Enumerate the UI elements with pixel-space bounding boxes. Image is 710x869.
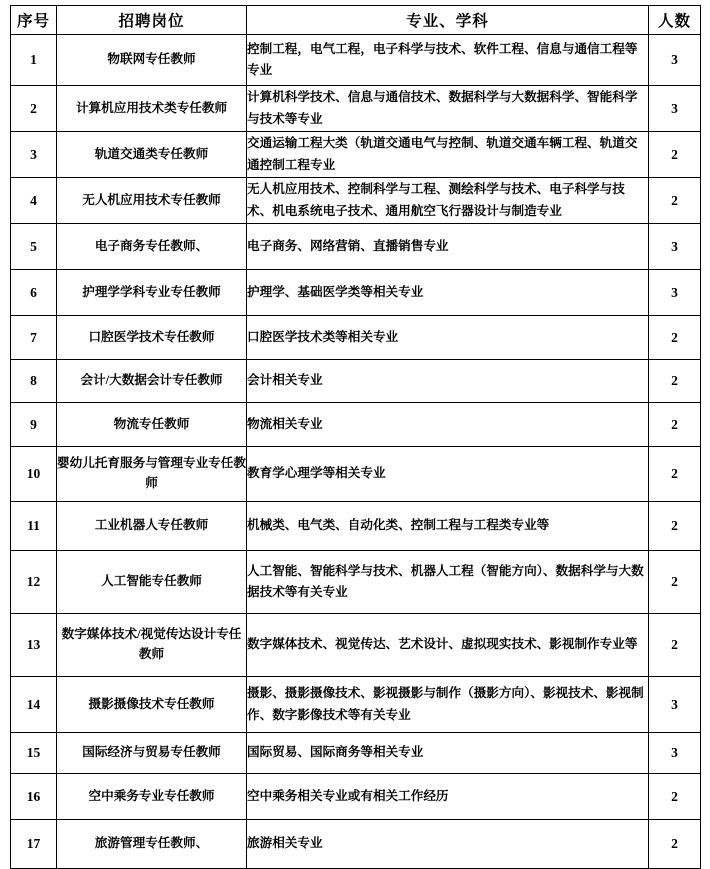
cell-sequence: 11: [11, 502, 57, 551]
cell-major: 电子商务、网络营销、直播销售专业: [247, 224, 649, 270]
table-row: [11, 35, 701, 86]
cell-sequence: 12: [11, 551, 57, 614]
table-row: [11, 820, 701, 869]
cell-sequence: 4: [11, 178, 57, 224]
cell-sequence: 1: [11, 35, 57, 86]
column-header-sequence: 序号: [11, 6, 57, 35]
cell-sequence: 17: [11, 820, 57, 869]
cell-position: 电子商务专任教师、: [57, 224, 247, 270]
cell-major: 教育学心理学等相关专业: [247, 447, 649, 502]
cell-count: 2: [649, 614, 701, 677]
cell-major: 物流相关专业: [247, 403, 649, 447]
cell-position: 摄影摄像技术专任教师: [57, 677, 247, 733]
cell-position: 护理学学科专业专任教师: [57, 270, 247, 316]
cell-sequence: 6: [11, 270, 57, 316]
cell-position: 人工智能专任教师: [57, 551, 247, 614]
column-header-major: 专业、学科: [247, 6, 649, 35]
table-header: [11, 6, 701, 35]
cell-count: 3: [649, 733, 701, 774]
table-row: [11, 224, 701, 270]
cell-position: 轨道交通类专任教师: [57, 132, 247, 178]
cell-position: 国际经济与贸易专任教师: [57, 733, 247, 774]
cell-position: 口腔医学技术专任教师: [57, 316, 247, 360]
cell-sequence: 3: [11, 132, 57, 178]
cell-major: 会计相关专业: [247, 360, 649, 403]
cell-position: 空中乘务专业专任教师: [57, 774, 247, 820]
cell-count: 3: [649, 224, 701, 270]
cell-count: 2: [649, 551, 701, 614]
table-row: [11, 403, 701, 447]
cell-position: 无人机应用技术专任教师: [57, 178, 247, 224]
cell-position: 物流专任教师: [57, 403, 247, 447]
cell-sequence: 14: [11, 677, 57, 733]
cell-sequence: 10: [11, 447, 57, 502]
cell-sequence: 2: [11, 86, 57, 132]
cell-position: 婴幼儿托育服务与管理专业专任教师: [57, 447, 247, 502]
cell-major: 空中乘务相关专业或有相关工作经历: [247, 774, 649, 820]
column-header-count: 人数: [649, 6, 701, 35]
table-row: [11, 360, 701, 403]
cell-count: 2: [649, 820, 701, 869]
table-row: [11, 270, 701, 316]
cell-sequence: 7: [11, 316, 57, 360]
table-row: [11, 614, 701, 677]
recruitment-table: [10, 5, 701, 869]
cell-count: 3: [649, 35, 701, 86]
table-row: [11, 551, 701, 614]
cell-count: 2: [649, 360, 701, 403]
table-row: [11, 86, 701, 132]
cell-count: 2: [649, 178, 701, 224]
cell-sequence: 8: [11, 360, 57, 403]
cell-sequence: 16: [11, 774, 57, 820]
cell-count: 3: [649, 677, 701, 733]
table-body: [11, 35, 701, 869]
cell-position: 物联网专任教师: [57, 35, 247, 86]
cell-major: 护理学、基础医学类等相关专业: [247, 270, 649, 316]
cell-count: 2: [649, 403, 701, 447]
cell-major: 国际贸易、国际商务等相关专业: [247, 733, 649, 774]
cell-count: 2: [649, 132, 701, 178]
table-row: [11, 774, 701, 820]
cell-major: 摄影、摄影摄像技术、影视摄影与制作（摄影方向）、影视技术、影视制作、数字影像技术等有关专业: [247, 677, 649, 733]
cell-major: 数字媒体技术、视觉传达、艺术设计、虚拟现实技术、影视制作专业等: [247, 614, 649, 677]
cell-position: 工业机器人专任教师: [57, 502, 247, 551]
table-row: [11, 677, 701, 733]
cell-sequence: 9: [11, 403, 57, 447]
cell-sequence: 5: [11, 224, 57, 270]
cell-count: 3: [649, 270, 701, 316]
cell-count: 2: [649, 447, 701, 502]
cell-count: 2: [649, 316, 701, 360]
cell-major: 旅游相关专业: [247, 820, 649, 869]
column-header-position: 招聘岗位: [57, 6, 247, 35]
cell-position: 会计/大数据会计专任教师: [57, 360, 247, 403]
cell-position: 数字媒体技术/视觉传达设计专任教师: [57, 614, 247, 677]
table-row: [11, 132, 701, 178]
cell-sequence: 13: [11, 614, 57, 677]
cell-major: 机械类、电气类、自动化类、控制工程与工程类专业等: [247, 502, 649, 551]
cell-major: 口腔医学技术类等相关专业: [247, 316, 649, 360]
table-row: [11, 178, 701, 224]
cell-position: 旅游管理专任教师、: [57, 820, 247, 869]
table-header-row: [11, 6, 701, 35]
table-row: [11, 502, 701, 551]
cell-sequence: 15: [11, 733, 57, 774]
cell-count: 2: [649, 774, 701, 820]
cell-count: 2: [649, 502, 701, 551]
cell-major: 人工智能、智能科学与技术、机器人工程（智能方向）、数据科学与大数据技术等有关专业: [247, 551, 649, 614]
cell-major: 控制工程，电气工程，电子科学与技术、软件工程、信息与通信工程等专业: [247, 35, 649, 86]
table-row: [11, 733, 701, 774]
cell-count: 3: [649, 86, 701, 132]
cell-major: 无人机应用技术、控制科学与工程、测绘科学与技术、电子科学与技术、机电系统电子技术、通用航空飞行器设计与制造专业: [247, 178, 649, 224]
cell-major: 交通运输工程大类（轨道交通电气与控制、轨道交通车辆工程、轨道交通控制工程专业: [247, 132, 649, 178]
cell-position: 计算机应用技术类专任教师: [57, 86, 247, 132]
table-row: [11, 316, 701, 360]
cell-major: 计算机科学技术、信息与通信技术、数据科学与大数据科学、智能科学与技术等专业: [247, 86, 649, 132]
table-row: [11, 447, 701, 502]
